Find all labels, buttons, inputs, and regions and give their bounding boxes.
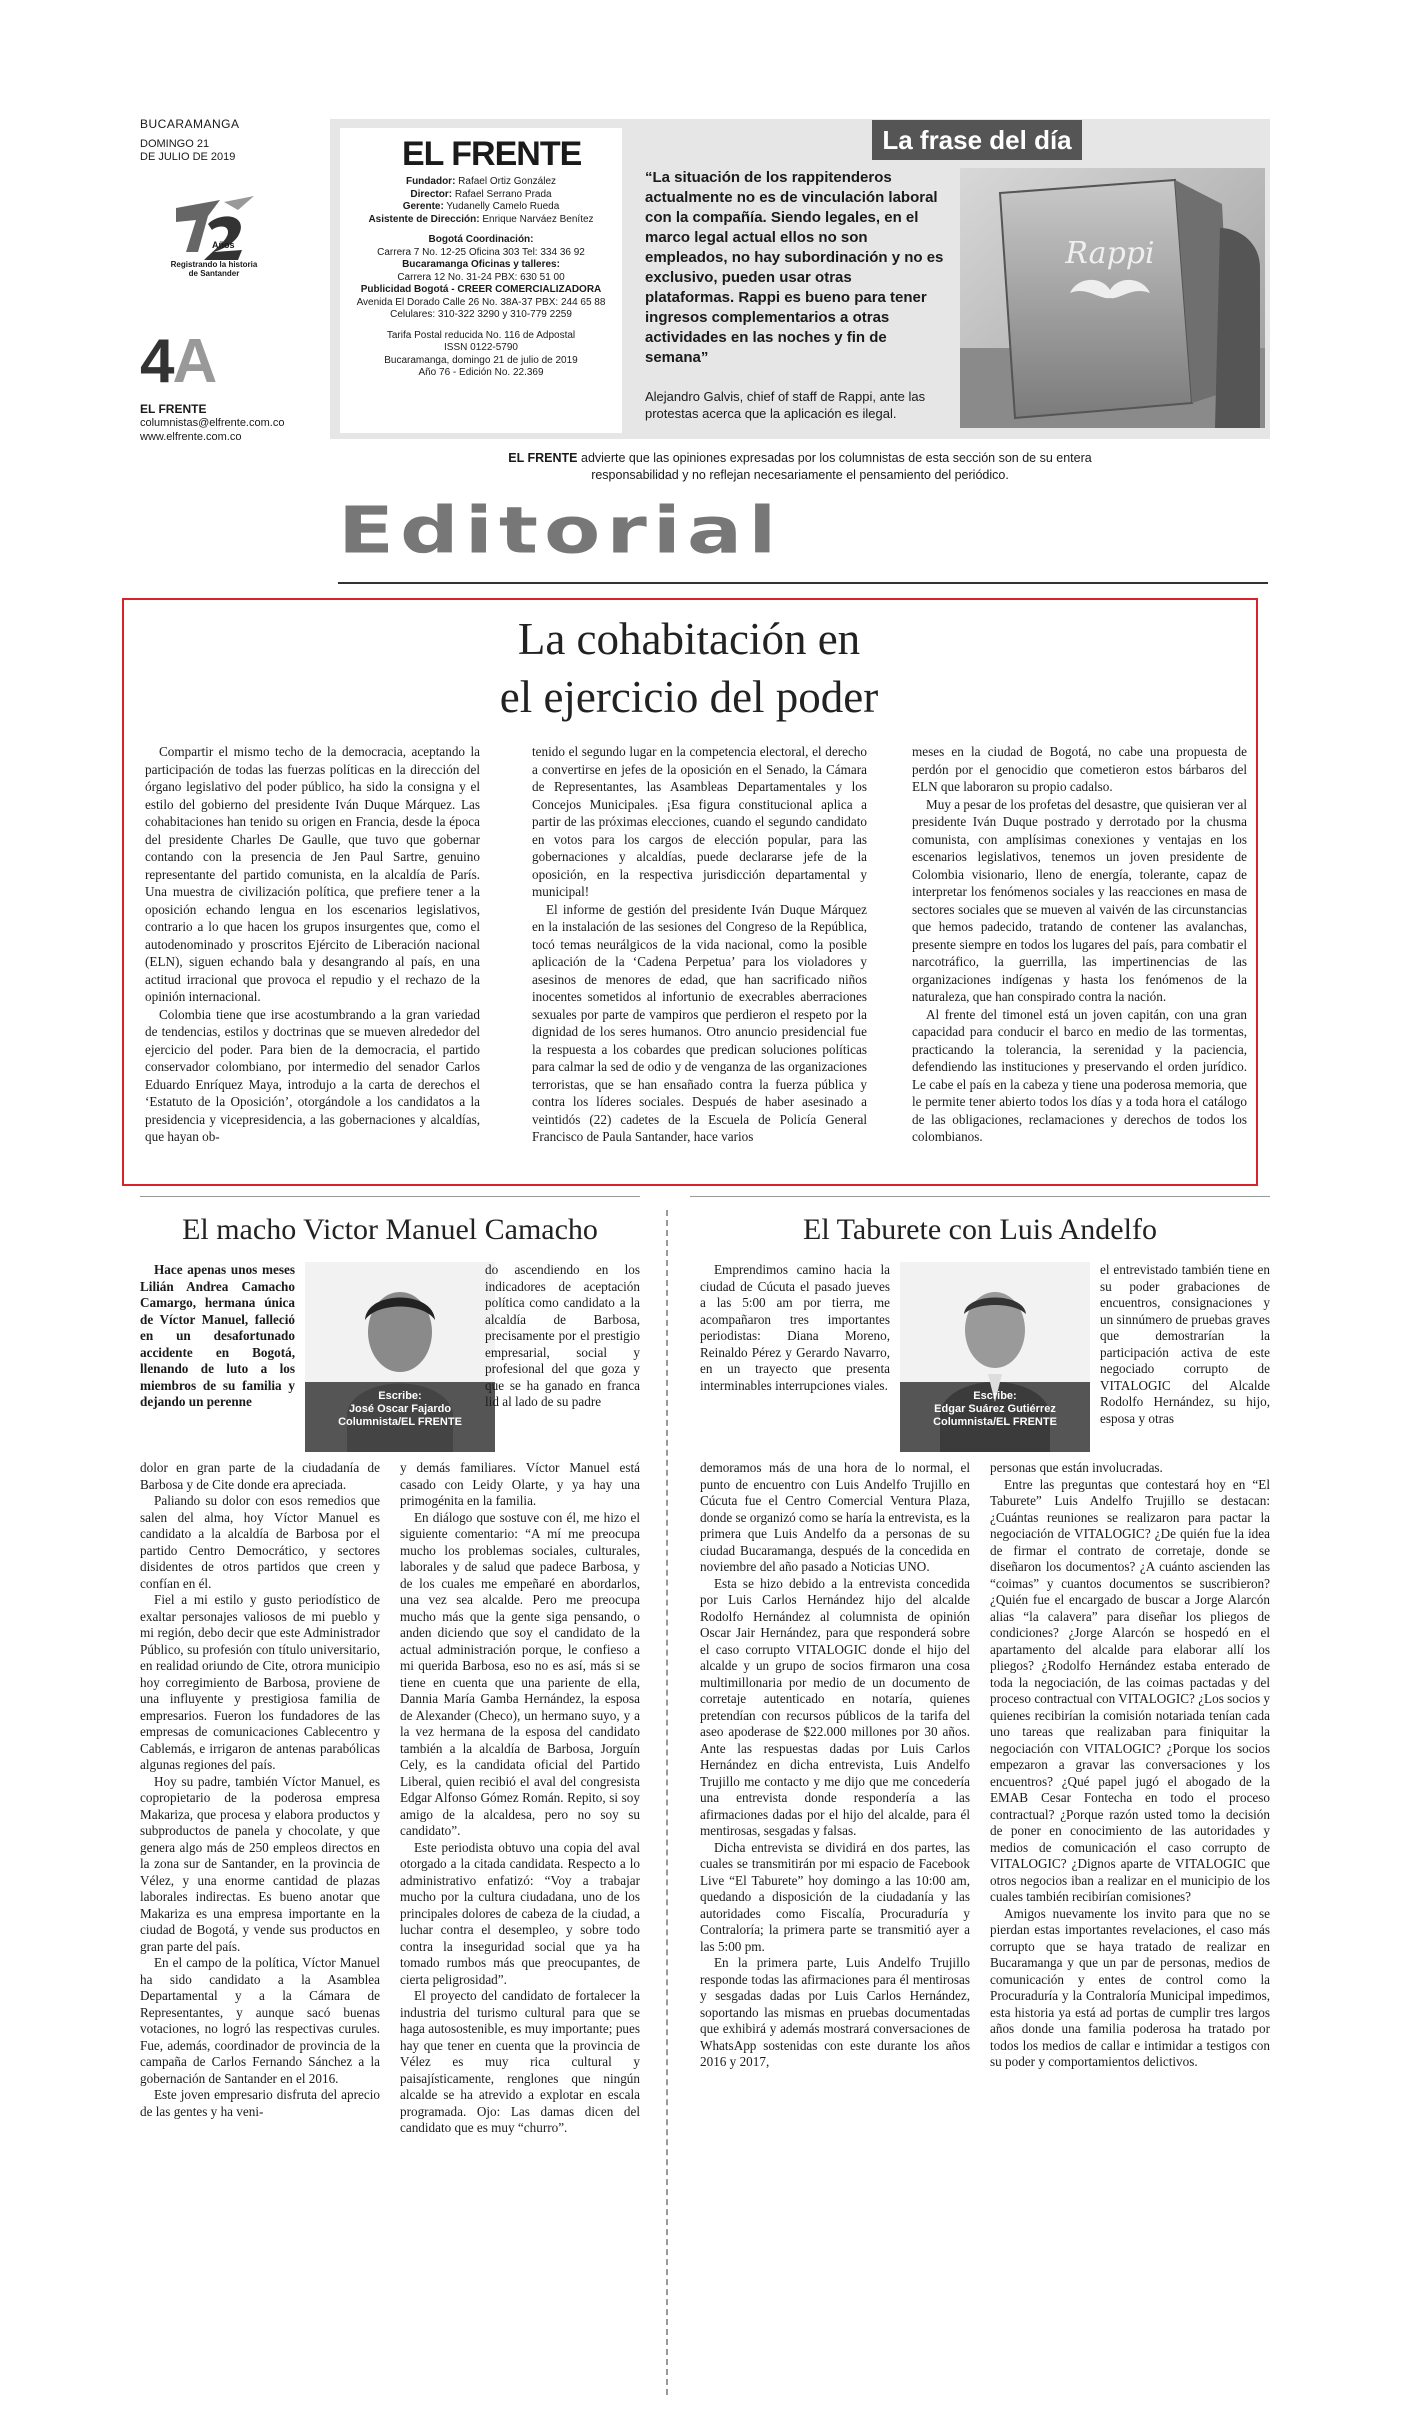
anniv-caption-1: Años xyxy=(212,240,235,250)
editorial-paragraph: meses en la ciudad de Bogotá, no cabe una propuesta de perdón por el genocidio que cometieron estos bárbaros del ELN que laboraron su propio cadalso. xyxy=(912,744,1247,794)
article-paragraph: El proyecto del candidato de fortalecer la industria del turismo cultural para que se haga autosostenible, es muy importante; pues hay que tener en cuenta que la provincia de Vélez es muy rica cultural y paisajísticamente, renglones que ningún alcalde se ha atrevido a explotar en escala programada. Ojo: Las damas dicen del candidato que es muy “churro”. xyxy=(400,1988,640,2135)
article-paragraph: Entre las preguntas que contestará hoy en “El Taburete” Luis Andelfo Trujillo se destacan: ¿Cuántas reuniones se realizaron para pactar la negociación de VITALOGIC? ¿De quién fue la idea de firmar el contrato de corretaje, donde se diseñaron los documentos? ¿A cuánto ascienden las “coimas” y cuantos documentos se suscribieron? ¿Quién fue el encargado de buscar a Jorge Alarcón alias “la calavera” para diseñar los pliegos de condiciones? ¿Jorge Alarcón se hospedó en el apartamento del alcalde para elaborar allí los pliegos? ¿Rodolfo Hernández estaba enterado de toda la negociación, de las coimas pactadas y del proceso contractual con VITALOGIC? ¿Los socios y quienes recibirían la comisión notariada tenían cada uno tareas que realizaban para finiquitar la negociación con VITALOGIC? ¿Porque los socios empezaron a gravar las conversaciones y los encuentros? ¿Qué papel jugó el abogado de la EMAB Cesar Fontecha en todo el proceso contractual? ¿Porque razón usted tomo la decisión de poner en conocimiento de las autoridades y medios de comunicación el caso corrupto de VITALOGIC? ¿Dignos aparte de VITALOGIC que otros negocios iban a realizar en el municipio de los cuales también recibirían comisiones? xyxy=(990,1476,1270,1904)
left-byline-label: Escribe: xyxy=(378,1390,422,1402)
credit-assistant: Asistente de Dirección: Enrique Narváez Benítez xyxy=(368,213,594,225)
right-col1-rest xyxy=(700,1460,970,2071)
editorial-paragraph: tenido el segundo lugar en la competencia electoral, el derecho a convertirse en jefes de la oposición en el Senado, la Cámara de Representantes, las Asambleas Departamentales y los Concejos Municipales. ¡Esa figura constitucional aplica a partir de las próximas elecciones, cuando el segundo candidato en votos para los cargos de elección popular, para las gobernaciones y alcaldías, puede declararse jefe de la oposición, en la respectiva jurisdicción departamental y municipal! xyxy=(532,744,867,899)
left-article-rule xyxy=(140,1196,640,1197)
tarifa-line-1: Tarifa Postal reducida No. 116 de Adpostal xyxy=(386,329,576,341)
editorial-column-3 xyxy=(912,743,1247,1146)
frase-quote: “La situación de los rappitenderos actualmente no es de vinculación laboral con la compañía. Siendo legales, en el marco legal actual ellos no son empleados, no hay subordinación y no es exclusivo, pueden usar otras plataformas. Rappi es bueno para tener ingresos complementarios a otras actividades en las noches y fin de semana” xyxy=(645,169,944,366)
article-paragraph: Amigos nuevamente los invito para que no se pierdan estas importantes revelaciones, el caso más corrupto que se haya tratado de realizar en Bucaramanga y que un par de personas, medios de comunicación y entes de control como la Procuraduría y la Contraloría Municipal impedimos, esta historia ya está ad portas de cumplir tres largos años donde una familia poderosa ha tratado por todos los medios de callar e intimidar a testigos con su poder y comportamientos delictivos. xyxy=(990,1905,1270,2069)
page-number xyxy=(140,327,216,396)
article-paragraph: demoramos más de una hora de lo normal, el punto de encuentro con Luis Andelfo Trujillo en Cúcuta fue el Centro Comercial Ventura Plaza, donde se organizó como se haría la entrevista, es la primera que Luis Andelfo da a personas de su ciudad Bucaramanga, después de la concedida en noviembre del año pasado a Noticias UNO. xyxy=(700,1460,971,1574)
disclaimer-text: advierte que las opiniones expresadas por los columnistas de esta sección son de su entera responsabilidad y no reflejan necesariamente el pensamiento del periódico. xyxy=(577,451,1092,482)
left-col1-rest xyxy=(140,1460,380,2120)
office-bogota-line: Carrera 7 No. 12-25 Oficina 303 Tel: 334 36 92 xyxy=(377,246,585,258)
article-paragraph: do ascendiendo en los indicadores de aceptación política como candidato a la alcaldía de Barbosa, precisamente por el prestigio empresarial, social y profesional del que goza y que se ha ganado en franca lid al lado de su padre xyxy=(485,1262,640,1409)
office-bogota-title: Bogotá Coordinación: xyxy=(428,234,534,245)
right-col1-top xyxy=(700,1262,890,1394)
editorial-paragraph: Muy a pesar de los profetas del desastre, que quisieran ver al presidente Iván Duque postrado y derrotado por la chusma comunista, con amplísimas conexiones y ventajas en los escenarios legislativos, tenemos un joven presidente de Colombia visionario, lleno de energía, tolerante, capaz de interpretar los fenómenos sociales y las reacciones en masa de sectores sociales que se mueven al vaivén de las circunstancias que hemos padecido, tratando de contener las avalanchas, presente siempre en todos los lugares del país, para combatir el narcotráfico, la guerrilla, las impertinencias de las organizaciones indígenas y hasta los fenómenos de la naturaleza, que han conspirado contra la nación. xyxy=(912,796,1247,1004)
editorial-paragraph: Compartir el mismo techo de la democracia, aceptando la participación de todas las fuerzas políticas en la dirección del órgano legislativo del poder público, ha sido la consigna y el estilo del gobierno del presidente Iván Duque Márquez. Las cohabitaciones han tenido su origen en Francia, desde la época del presidente Charles De Gaulle, que tuvo que gobernar contando con la presencia de Jen Paul Sartre, genuino representante del partido comunista, en la alcaldía de París. Una muestra de civilización política, que prefiere tener a la oposición echando lengua en los escenarios legislativos, contrario a lo que hacen los grupos insurgentes que, como el autodenominado y proscritos Ejército de Liberación nacional (ELN), siguen echando bala y desangrando al país, en una actitud irracional que provoca el repudio y el rechazo de la opinión internacional. xyxy=(145,744,480,1004)
left-col2-rest xyxy=(400,1460,640,2137)
date-line-1: DOMINGO 21 xyxy=(140,138,210,150)
right-article-rule xyxy=(690,1196,1270,1197)
right-byline-name: Edgar Suárez Gutiérrez xyxy=(934,1403,1056,1415)
left-byline xyxy=(305,1262,495,1452)
editorial-paragraph: Al frente del timonel está un joven capitán, con una gran capacidad para conducir el barco en medio de las tormentas, practicando la tolerancia, la serenidad y la paciencia, defendiendo las instituciones y preservando el orden jurídico. Le cabe el país en la cabeza y tiene una poderosa memoria, que le permite tener abierto todos los días y a toda hora el catálogo de las obligaciones, reclamaciones y derechos de todos los colombianos. xyxy=(912,1006,1247,1144)
anniversary-logo xyxy=(168,190,258,280)
page-number-letter: A xyxy=(172,327,216,396)
article-paragraph: Fiel a mi estilo y gusto periodístico de exaltar personajes valiosos de mi pueblo y mi región, debo decir que este Administrador Público, su profesión con título universitario, en realidad oriundo de Cite, otrora municipio hoy corregimiento de Barbosa, proviene de una influyente y prestigiosa familia de empresarios. Fueron los fundadores de las empresas de comunicaciones Cablecentro y Cablemás, e irrigaron de antenas parabólicas algunas regiones del país. xyxy=(140,1592,380,1772)
anniv-caption-3: de Santander xyxy=(188,269,240,278)
article-paragraph: Esta se hizo debido a la entrevista concedida por Luis Carlos Hernández hijo del alcalde Rodolfo Hernández al columnista de opinión Oscar Jair Hernández, para que responderá sobre el caso corrupto VITALOGIC donde el hijo del alcalde y un grupo de socios firmaron una cosa multimillonaria por medio de un documento de corretaje autenticado en notaría, quienes pretendían con recursos públicos de la tarifa del aseo apoderase de $22.000 millones por 30 años. Ante las respuestas dadas por Luis Carlos Hernández en dicha entrevista, Luis Andelfo Trujillo me contacto y me dijo que me concedería una entrevista donde respondería a las afirmaciones dadas por el hijo del alcalde, para él mentirosas, sesgadas y falsas. xyxy=(700,1575,970,1838)
editorial-paragraph: Colombia tiene que irse acostumbrando a la gran variedad de tendencias, estilos y doctrinas que se mueven alrededor del ejercicio del poder. Para bien de la democracia, el partido conservador colombiano, por intermedio del senador Carlos Eduardo Enríquez Maya, introdujo a la carta de derechos el ‘Estatuto de la Oposición’, otorgándole a los candidatos a la presidencia y vicepresidencia, a las gobernaciones y alcaldías, que hayan ob- xyxy=(145,1006,480,1144)
anniv-caption xyxy=(166,260,262,278)
article-paragraph: Hace apenas unos meses Lilián Andrea Camacho Camargo, hermana única de Víctor Manuel, falleció en un desafortunado accidente en Bogotá, llenando de luto a los miembros de su familia y dejando un perenne xyxy=(140,1262,295,1409)
left-col2-top xyxy=(485,1262,640,1411)
anniv-caption-2: Registrando la historia xyxy=(170,260,258,269)
editorial-paragraph: El informe de gestión del presidente Iván Duque Márquez en la instalación de las sesiones del Congreso de la República, tocó temas neurálgicos de la vida nacional, como la posible aplicación de la ‘Cadena Perpetua’ para los violadores y asesinos de menores de edad, que han sacrificado niños inocentes sometidos al infortunio de execrables aberraciones sexuales por parte de vampiros que perdieron el respeto por la dignidad de los seres humanos. Otro anuncio presidencial fue la respuesta a los cobardes que predican soluciones políticas para calmar la sed de odio y de venganza de las organizaciones terroristas, que se han ensañado contra la fuerza pública y contra los líderes sociales. Después de haber asesinado a veintidós (22) cadetes de la Escuela de Policía General Francisco de Paula Santander, hace varios xyxy=(532,901,867,1144)
article-paragraph: personas que están involucradas. xyxy=(990,1460,1163,1475)
rappi-photo xyxy=(960,168,1265,428)
article-paragraph: y demás familiares. Víctor Manuel está casado con Leidy Olarte, y ya hay una primogénita en la familia. xyxy=(400,1460,640,1508)
right-byline xyxy=(900,1262,1090,1452)
editorial-headline-1: La cohabitación en xyxy=(517,614,861,664)
article-paragraph: dolor en gran parte de la ciudadanía de Barbosa y de Cite donde era apreciada. xyxy=(140,1460,380,1492)
section-rule xyxy=(338,582,1268,584)
article-paragraph: Dicha entrevista se dividirá en dos partes, las cuales se transmitirán por mi espacio de Facebook Live “El Taburete” hoy domingo a las 10:00 am, quedando a disposición de la ciudadanía y las autoridades como Fiscalía, Procuraduría y Contraloría; la primera parte se transmitió ayer a las 5:00 pm. xyxy=(700,1839,970,1954)
office-ads-phones: Celulares: 310-322 3290 y 310-779 2259 xyxy=(390,309,572,320)
left-byline-caption xyxy=(305,1390,495,1429)
tarifa-line-4: Año 76 - Edición No. 22.369 xyxy=(418,367,544,378)
right-col2-top xyxy=(1100,1262,1270,1427)
contact-brand: EL FRENTE xyxy=(140,402,207,416)
section-title: Editorial xyxy=(338,493,783,568)
right-byline-label: Escribe: xyxy=(973,1390,1017,1402)
rappi-courier-image-icon xyxy=(960,168,1265,428)
office-ads-line: Avenida El Dorado Calle 26 No. 38A-37 PBX: 244 65 88 xyxy=(356,296,606,308)
right-byline-caption xyxy=(900,1390,1090,1429)
tarifa-line-3: Bucaramanga, domingo 21 de julio de 2019 xyxy=(384,354,578,366)
article-paragraph: En diálogo que sostuve con él, me hizo el siguiente comentario: “A mí me preocupa mucho los problemas sociales, culturales, laborales y de salud que padece Barbosa, y de los cuales me empeñaré en abordarlos, una vez sea alcalde. Pero me preocupa mucho más que la gente siga pensando, o anden diciendo que soy el candidato de la actual administración porque, le confieso a mi querida Barbosa, eso no es así, más si se tiene en cuenta que una pariente de ella, Dannia María Gamba Hernández, la esposa de Alexander (Checo), un hermano suyo, y a la vez hermana de la esposa del candidato también a la alcaldía de Barbosa, Jorguín Cely, es la candidata oficial del Partido Liberal, quien recibió el aval del congresista Edgar Alfonso Gómez Román. Repito, si soy amigo de la alcaldesa, pero no soy su candidato”. xyxy=(400,1509,640,1838)
article-paragraph: Paliando su dolor con esos remedios que salen del alma, hoy Víctor Manuel es candidato a la alcaldía de Barbosa por el partido Centro Democrático, y sectores disidentes de otros partidos que creen y confían en él. xyxy=(140,1493,380,1591)
disclaimer xyxy=(490,450,1110,484)
office-ads-title: Publicidad Bogotá - CREER COMERCIALIZADORA xyxy=(360,284,602,295)
rappi-bag-brand: Rappi xyxy=(1065,236,1155,271)
article-paragraph: Este joven empresario disfruta del aprecio de las gentes y ha veni- xyxy=(140,2087,380,2119)
editorial-headline-2: el ejercicio del poder xyxy=(499,672,879,722)
article-paragraph: En el campo de la política, Víctor Manuel ha sido candidato a la Asamblea Departamental y a la Cámara de Representantes, y aunque sacó buenas votaciones, no logró las respectivas curules. Fue, además, coordinador de provincia de la campaña de Carlos Fernando Sánchez a la gobernación de Santander en el 2016. xyxy=(140,1955,380,2086)
frase-del-dia-title: La frase del día xyxy=(872,120,1082,160)
city-label: BUCARAMANGA xyxy=(140,117,240,131)
contact-email: columnistas@elfrente.com.co xyxy=(140,417,285,429)
contact-web: www.elfrente.com.co xyxy=(140,431,242,443)
right-col2-rest xyxy=(990,1460,1270,2071)
left-byline-role: Columnista/EL FRENTE xyxy=(338,1416,462,1428)
article-paragraph: Este periodista obtuvo una copia del aval otorgado a la citada candidata. Respecto a lo administrativo enfatizó: “Voy a trabajar mucho por la cultura ciudadana, uno de los principales dolores de cabeza de la ciudad, a luchar contra el desempleo, y sobre todo contra la inseguridad social que ya ha tomado rumbos más que preocupantes, de cierta peligrosidad”. xyxy=(400,1839,640,1987)
credits-panel xyxy=(340,128,622,433)
disclaimer-brand: EL FRENTE xyxy=(508,451,578,465)
issue-date xyxy=(140,138,250,164)
office-bucaramanga-line: Carrera 12 No. 31-24 PBX: 630 51 00 xyxy=(397,271,565,283)
article-paragraph: En la primera parte, Luis Andelfo Trujillo responde todas las afirmaciones para él mentirosas y sesgadas dadas por Luis Carlos Hernández, soportando las mismas en pruebas documentadas que exhibirá y además mostrará conversaciones de WhatsApp sostenidas con este durante los años 2016 y 2017, xyxy=(700,1955,970,2069)
right-byline-role: Columnista/EL FRENTE xyxy=(933,1416,1057,1428)
right-article-title: El Taburete con Luis Andelfo xyxy=(803,1213,1157,1246)
editorial-headline xyxy=(124,610,1254,726)
tarifa-line-2: ISSN 0122-5790 xyxy=(444,342,518,353)
frase-attribution: Alejandro Galvis, chief of staff de Rappi, ante las protestas acerca que la aplicación es ilegal. xyxy=(645,389,926,421)
editorial-column-1 xyxy=(145,743,480,1146)
credit-manager: Gerente: Yudanelly Camelo Rueda xyxy=(402,201,560,212)
credit-founder: Fundador: Rafael Ortiz González xyxy=(405,176,557,187)
left-article-title: El macho Victor Manuel Camacho xyxy=(182,1213,598,1246)
left-col1-top xyxy=(140,1262,295,1411)
credit-director: Director: Rafael Serrano Prada xyxy=(410,188,552,200)
contact-block xyxy=(140,402,340,444)
column-divider xyxy=(666,1210,668,2395)
credits-brand: EL FRENTE xyxy=(402,135,582,173)
article-paragraph: Hoy su padre, también Víctor Manuel, es copropietario de la poderosa empresa Makariza, que procesa y elabora productos y subproductos de panela y chocolate, y que genera algo más de 250 empleos directos en la zona sur de Santander, en la provincia de Vélez, y una enorme cantidad de plazas laborales indirectas. Es bueno anotar que Makariza es una empresa importante en la ciudad de Bogotá, y vende sus productos en gran parte del país. xyxy=(140,1773,380,1954)
article-paragraph: el entrevistado también tiene en su poder grabaciones de encuentros, consignaciones y un sinnúmero de pruebas graves que demostrarían la participación activa de este negociado corrupto de VITALOGIC del Alcalde Rodolfo Hernández, su hijo, esposa y otras xyxy=(1100,1262,1270,1426)
office-bucaramanga-title: Bucaramanga Oficinas y talleres: xyxy=(402,259,560,270)
date-line-2: DE JULIO DE 2019 xyxy=(140,151,236,163)
page-number-digit: 4 xyxy=(140,327,173,396)
editorial-column-2 xyxy=(532,743,867,1146)
left-byline-name: José Oscar Fajardo xyxy=(348,1403,452,1415)
article-paragraph: Emprendimos camino hacia la ciudad de Cúcuta el pasado jueves a las 5:00 am por tierra, me acompañaron tres importantes periodistas: Diana Moreno, Reinaldo Pérez y Gerardo Navarro, en un trayecto que presenta interminables interrupciones viales. xyxy=(700,1262,890,1393)
